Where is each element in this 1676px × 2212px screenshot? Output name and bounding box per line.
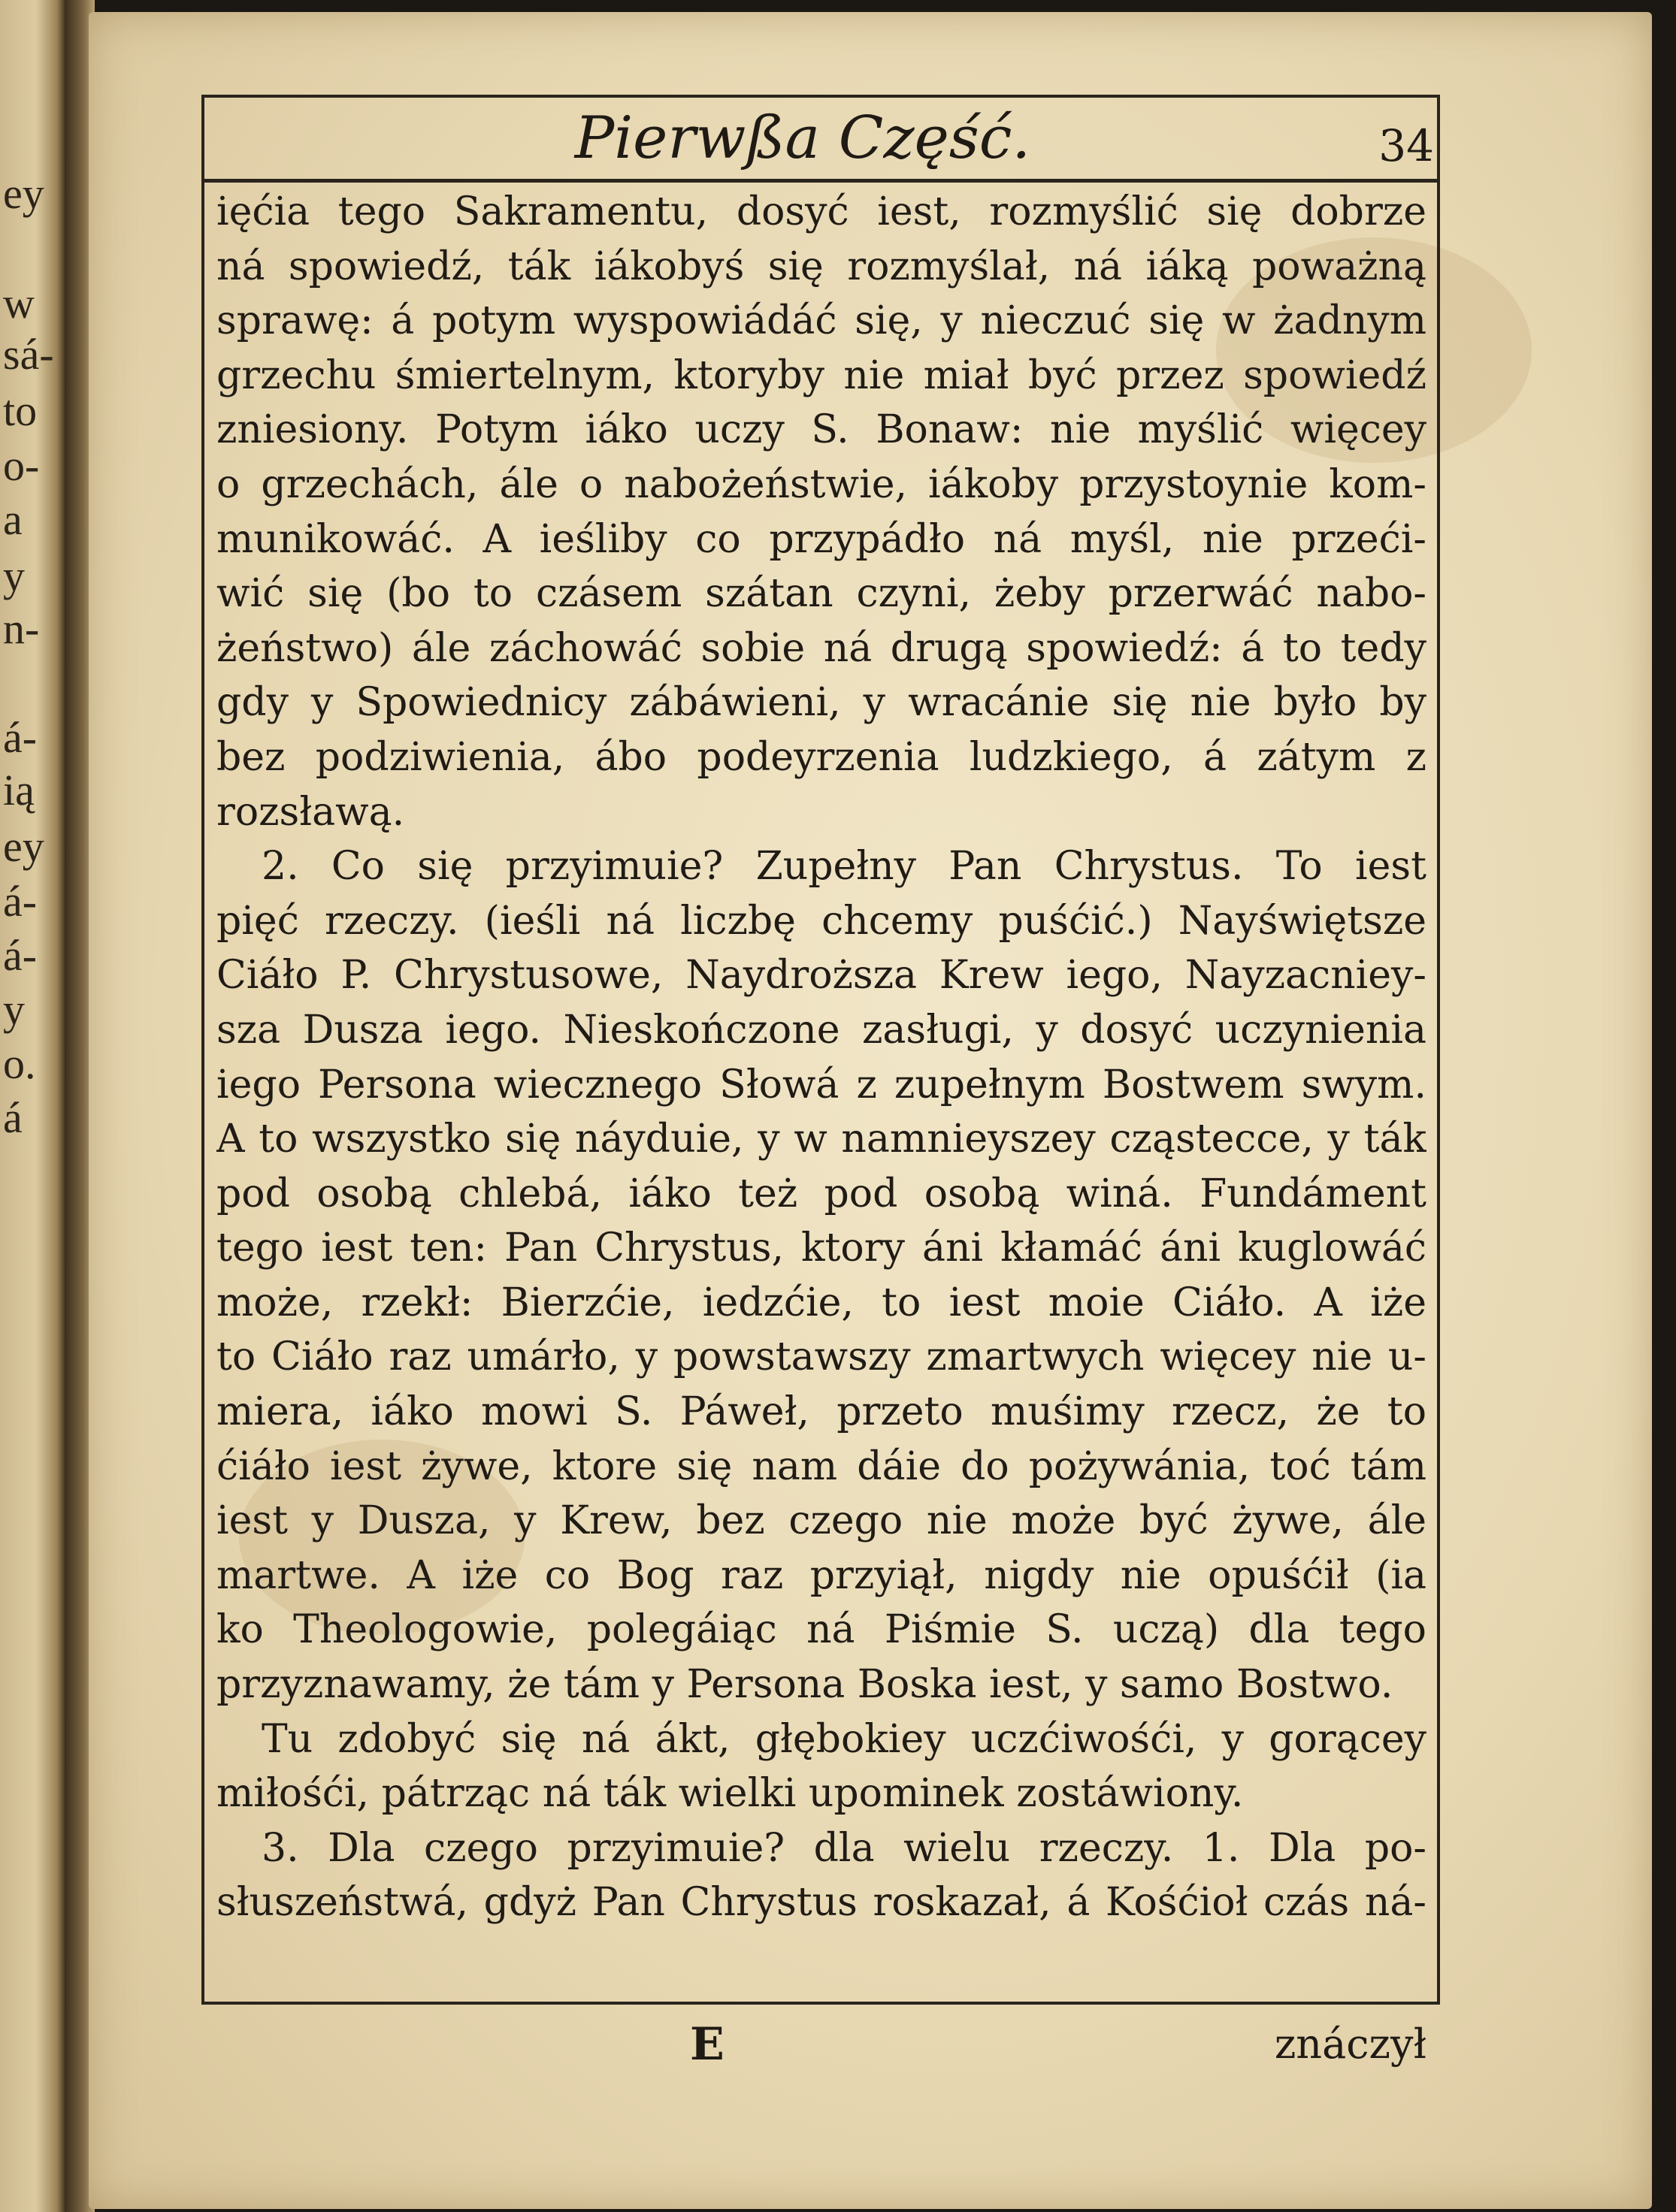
top-rule: [201, 95, 1440, 98]
left-page-fragment: á: [3, 1093, 23, 1142]
text-line: żeństwo) ále záchowáć sobie ná drugą spowiedź: á to tedy: [216, 625, 1426, 671]
text-line: rozsławą.: [216, 789, 405, 835]
text-line: wić się (bo to czásem szátan czyni, żeby przerwáć nabo-: [216, 571, 1426, 617]
left-page-fragment: y: [3, 551, 25, 600]
text-line: pięć rzeczy. (ieśli ná liczbę chcemy puśćić.) Nayświętsze: [216, 898, 1426, 944]
text-line: ięćia tego Sakramentu, dosyć iest, rozmyślić się dobrze: [216, 189, 1426, 234]
text-line: Tu zdobyć się ná ákt, głębokiey uczćiwośći, y gorącey: [262, 1716, 1426, 1762]
left-page-fragment: á-: [3, 931, 38, 980]
left-page-fragment: to: [3, 386, 38, 435]
page-number: 34: [1378, 120, 1434, 171]
text-line: 3. Dla czego przyimuie? dla wielu rzeczy. 1. Dla po-: [262, 1825, 1426, 1871]
left-page-fragment: y: [3, 985, 25, 1034]
text-line: munikowáć. A ieśliby co przypádło ná myśl, nie przeći-: [216, 516, 1426, 562]
text-line: przyznawamy, że tám y Persona Boska iest, y samo Bostwo.: [216, 1662, 1393, 1708]
text-line: A to wszystko się náyduie, y w namnieyszey cząstecce, y ták: [216, 1117, 1426, 1162]
page: [89, 12, 1652, 2209]
text-line: bez podziwienia, ábo podeyrzenia ludzkiego, á zátym z: [216, 734, 1426, 780]
text-line: sprawę: á potym wyspowiádáć się, y nieczuć się w żadnym: [216, 298, 1426, 344]
text-line: 2. Co się przyimuie? Zupełny Pan Chrystus. To iest: [262, 844, 1426, 890]
left-page-fragment: ey: [3, 822, 44, 871]
left-page-fragment: o-: [3, 441, 40, 490]
text-line: ćiáło iest żywe, ktore się nam dáie do pożywánia, toć tám: [216, 1443, 1426, 1489]
left-page-fragment: a: [3, 495, 23, 544]
text-line: gdy y Spowiednicy zábáwieni, y wracánie się nie było by: [216, 680, 1426, 726]
text-line: słuszeństwá, gdyż Pan Chrystus roskazał, á Kośćioł czás ná-: [216, 1880, 1426, 1926]
text-line: miera, iáko mowi S. Páweł, przeto muśimy rzecz, że to: [216, 1389, 1426, 1435]
left-page-fragment: w: [3, 279, 35, 328]
text-line: pod osobą chlebá, iáko też pod osobą winá. Fundáment: [216, 1171, 1426, 1216]
text-line: iego Persona wiecznego Słowá z zupełnym Bostwem swym.: [216, 1062, 1426, 1108]
left-page-fragment: n-: [3, 604, 40, 653]
text-line: sza Dusza iego. Nieskończone zasługi, y dosyć uczynienia: [216, 1007, 1426, 1053]
text-line: ko Theologowie, polegáiąc ná Piśmie S. uczą) dla tego: [216, 1607, 1426, 1653]
text-line: grzechu śmiertelnym, ktoryby nie miał być przez spowiedź: [216, 352, 1426, 398]
catchword: znáczył: [1274, 2020, 1426, 2068]
signature-mark: E: [690, 2018, 725, 2071]
left-page-fragment: o.: [3, 1039, 36, 1088]
text-line: martwe. A iże co Bog raz przyiął, nigdy nie opuśćił (ia: [216, 1552, 1426, 1598]
left-page-fragment: sá-: [3, 330, 54, 379]
body-text: [216, 185, 1426, 1988]
text-line: miłośći, pátrząc ná ták wielki upominek zostáwiony.: [216, 1771, 1244, 1817]
text-line: iest y Dusza, y Krew, bez czego nie może być żywe, ále: [216, 1498, 1426, 1544]
text-line: ná spowiedź, ták iákobyś się rozmyślał, ná iáką poważną: [216, 243, 1426, 289]
left-page-fragment: ey: [3, 169, 44, 218]
text-line: zniesiony. Potym iáko uczy S. Bonaw: nie myślić więcey: [216, 407, 1426, 453]
text-line: o grzechách, ále o nabożeństwie, iákoby przystoynie kom-: [216, 461, 1426, 507]
running-head: Pierwßa Część.: [574, 104, 1031, 172]
left-page-fragment: ią: [3, 766, 35, 814]
text-line: Ciáło P. Chrystusowe, Naydroższa Krew iego, Nayzacniey-: [216, 953, 1426, 999]
left-page-edge: [0, 0, 65, 2212]
text-line: tego iest ten: Pan Chrystus, ktory áni kłamáć áni kuglowáć: [216, 1225, 1426, 1271]
text-line: może, rzekł: Bierzćie, iedzćie, to iest moie Ciáło. A iże: [216, 1280, 1426, 1325]
header-rule: [201, 179, 1440, 183]
left-page-fragment: á-: [3, 877, 38, 926]
text-line: to Ciáło raz umárło, y powstawszy zmartwych więcey nie u-: [216, 1334, 1426, 1380]
left-page-fragment: á-: [3, 713, 38, 762]
bottom-rule: [201, 2002, 1440, 2005]
